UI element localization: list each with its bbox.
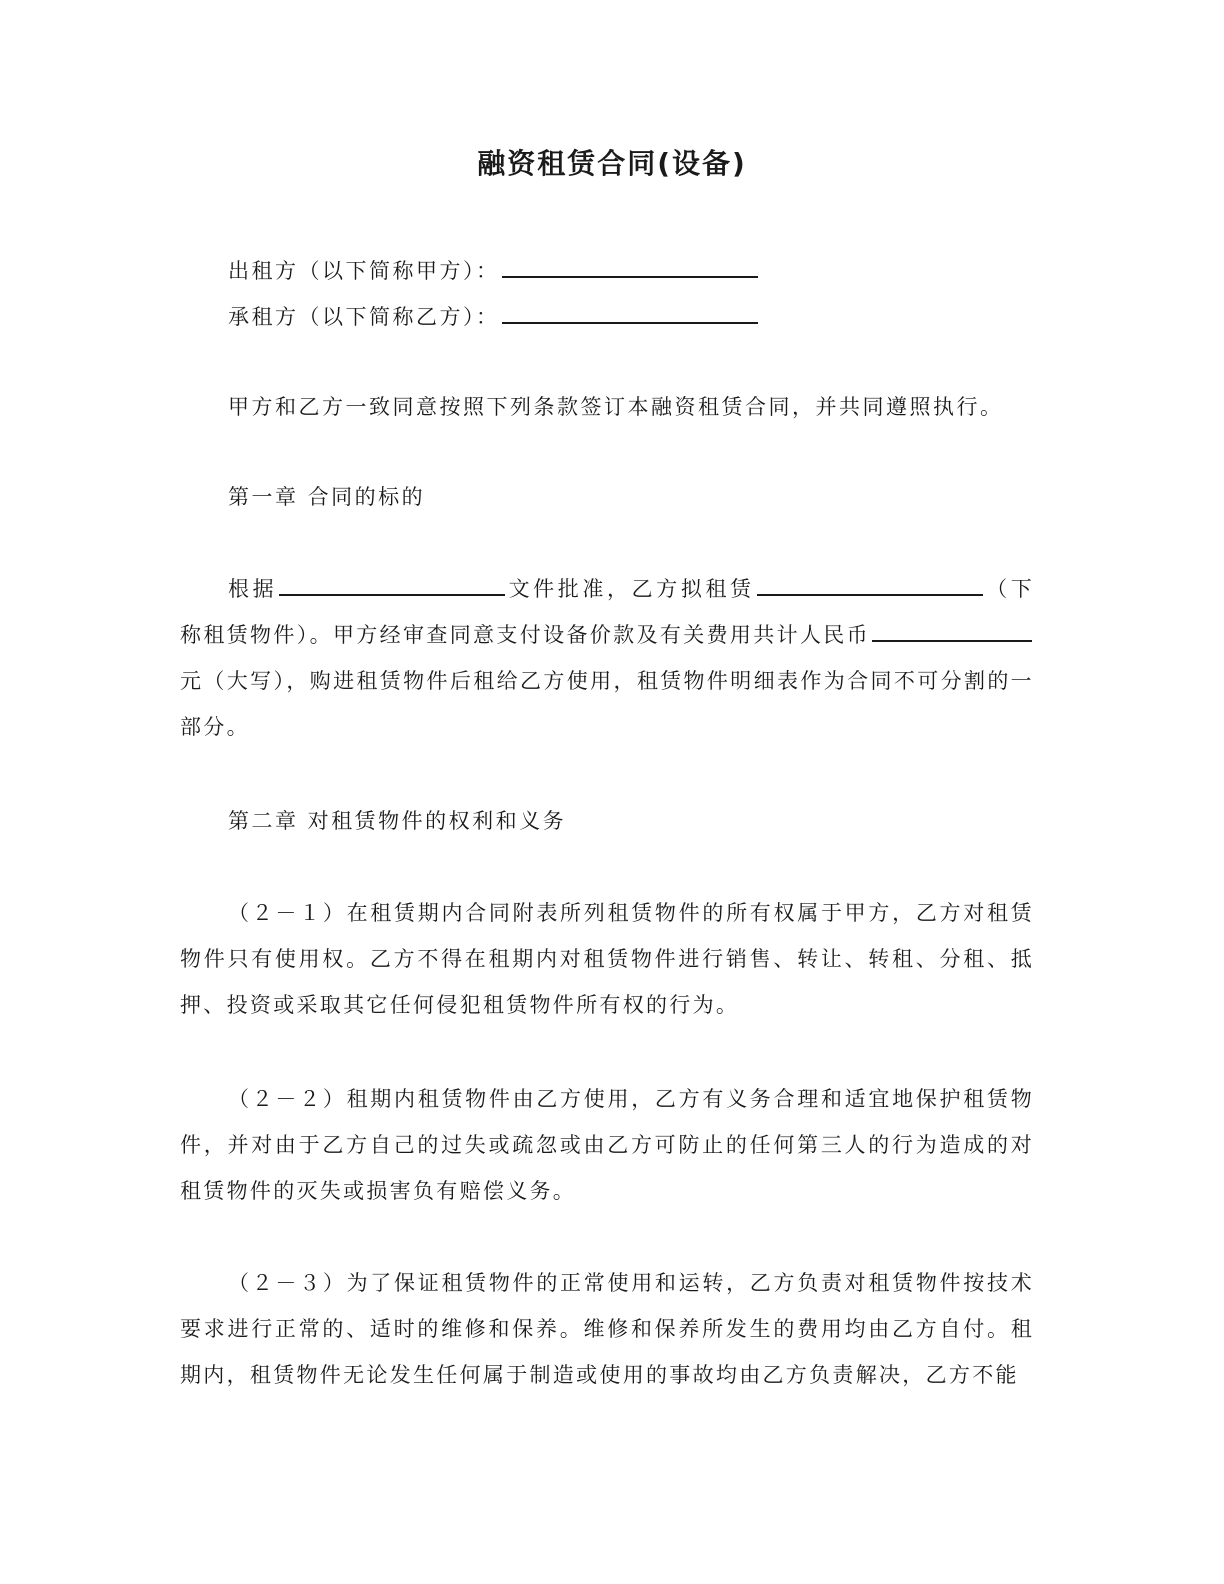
intro-paragraph: 甲方和乙方一致同意按照下列条款签订本融资租赁合同，并共同遵照执行。 [228, 395, 1004, 419]
lessor-name-blank[interactable] [502, 252, 758, 278]
chapter1-paragraph [180, 566, 1034, 750]
clause-2-1: （２－１）在租赁期内合同附表所列租赁物件的所有权属于甲方，乙方对租赁物件只有使用权。乙方不得在租期内对租赁物件进行销售、转让、转租、分租、抵押、投资或采取其它任何侵犯租赁物件所有权的行为。 [180, 901, 1034, 1017]
amount-blank[interactable] [872, 616, 1032, 642]
clause-2-2: （２－２）租期内租赁物件由乙方使用，乙方有义务合理和适宜地保护租赁物件，并对由于乙方自己的过失或疏忽或由乙方可防止的任何第三人的行为造成的对租赁物件的灭失或损害负有赔偿义务。 [180, 1087, 1034, 1203]
document-title: 融资租赁合同(设备) [477, 147, 747, 180]
approval-document-blank[interactable] [279, 570, 505, 596]
lessee-label: 承租方（以下简称乙方）： [228, 305, 500, 329]
lessee-line [228, 298, 760, 332]
chapter1-text-a: 根据 [228, 577, 278, 601]
lessee-name-blank[interactable] [502, 298, 758, 324]
chapter1-text-d: 元（大写），购进租赁物件后租给乙方使用，租赁物件明细表作为合同不可分割的一部分。 [180, 669, 1034, 739]
lessor-label: 出租方（以下简称甲方）： [228, 259, 500, 283]
chapter2-heading: 第二章 对租赁物件的权利和义务 [228, 809, 567, 833]
chapter1-heading: 第一章 合同的标的 [228, 485, 426, 509]
chapter1-text-b: 文件批准，乙方拟租赁 [507, 577, 755, 601]
chapter1-text-c: （下称租赁物件）。甲方经审查同意支付设备价款及有关费用共计人民币 [180, 577, 1035, 647]
clause-2-3: （２－３）为了保证租赁物件的正常使用和运转，乙方负责对租赁物件按技术要求进行正常的、适时的维修和保养。维修和保养所发生的费用均由乙方自付。租期内，租赁物件无论发生任何属于制造或使用的事故均由乙方负责解决，乙方不能 [180, 1271, 1034, 1387]
leased-item-blank[interactable] [757, 570, 983, 596]
lessor-line [228, 252, 760, 286]
